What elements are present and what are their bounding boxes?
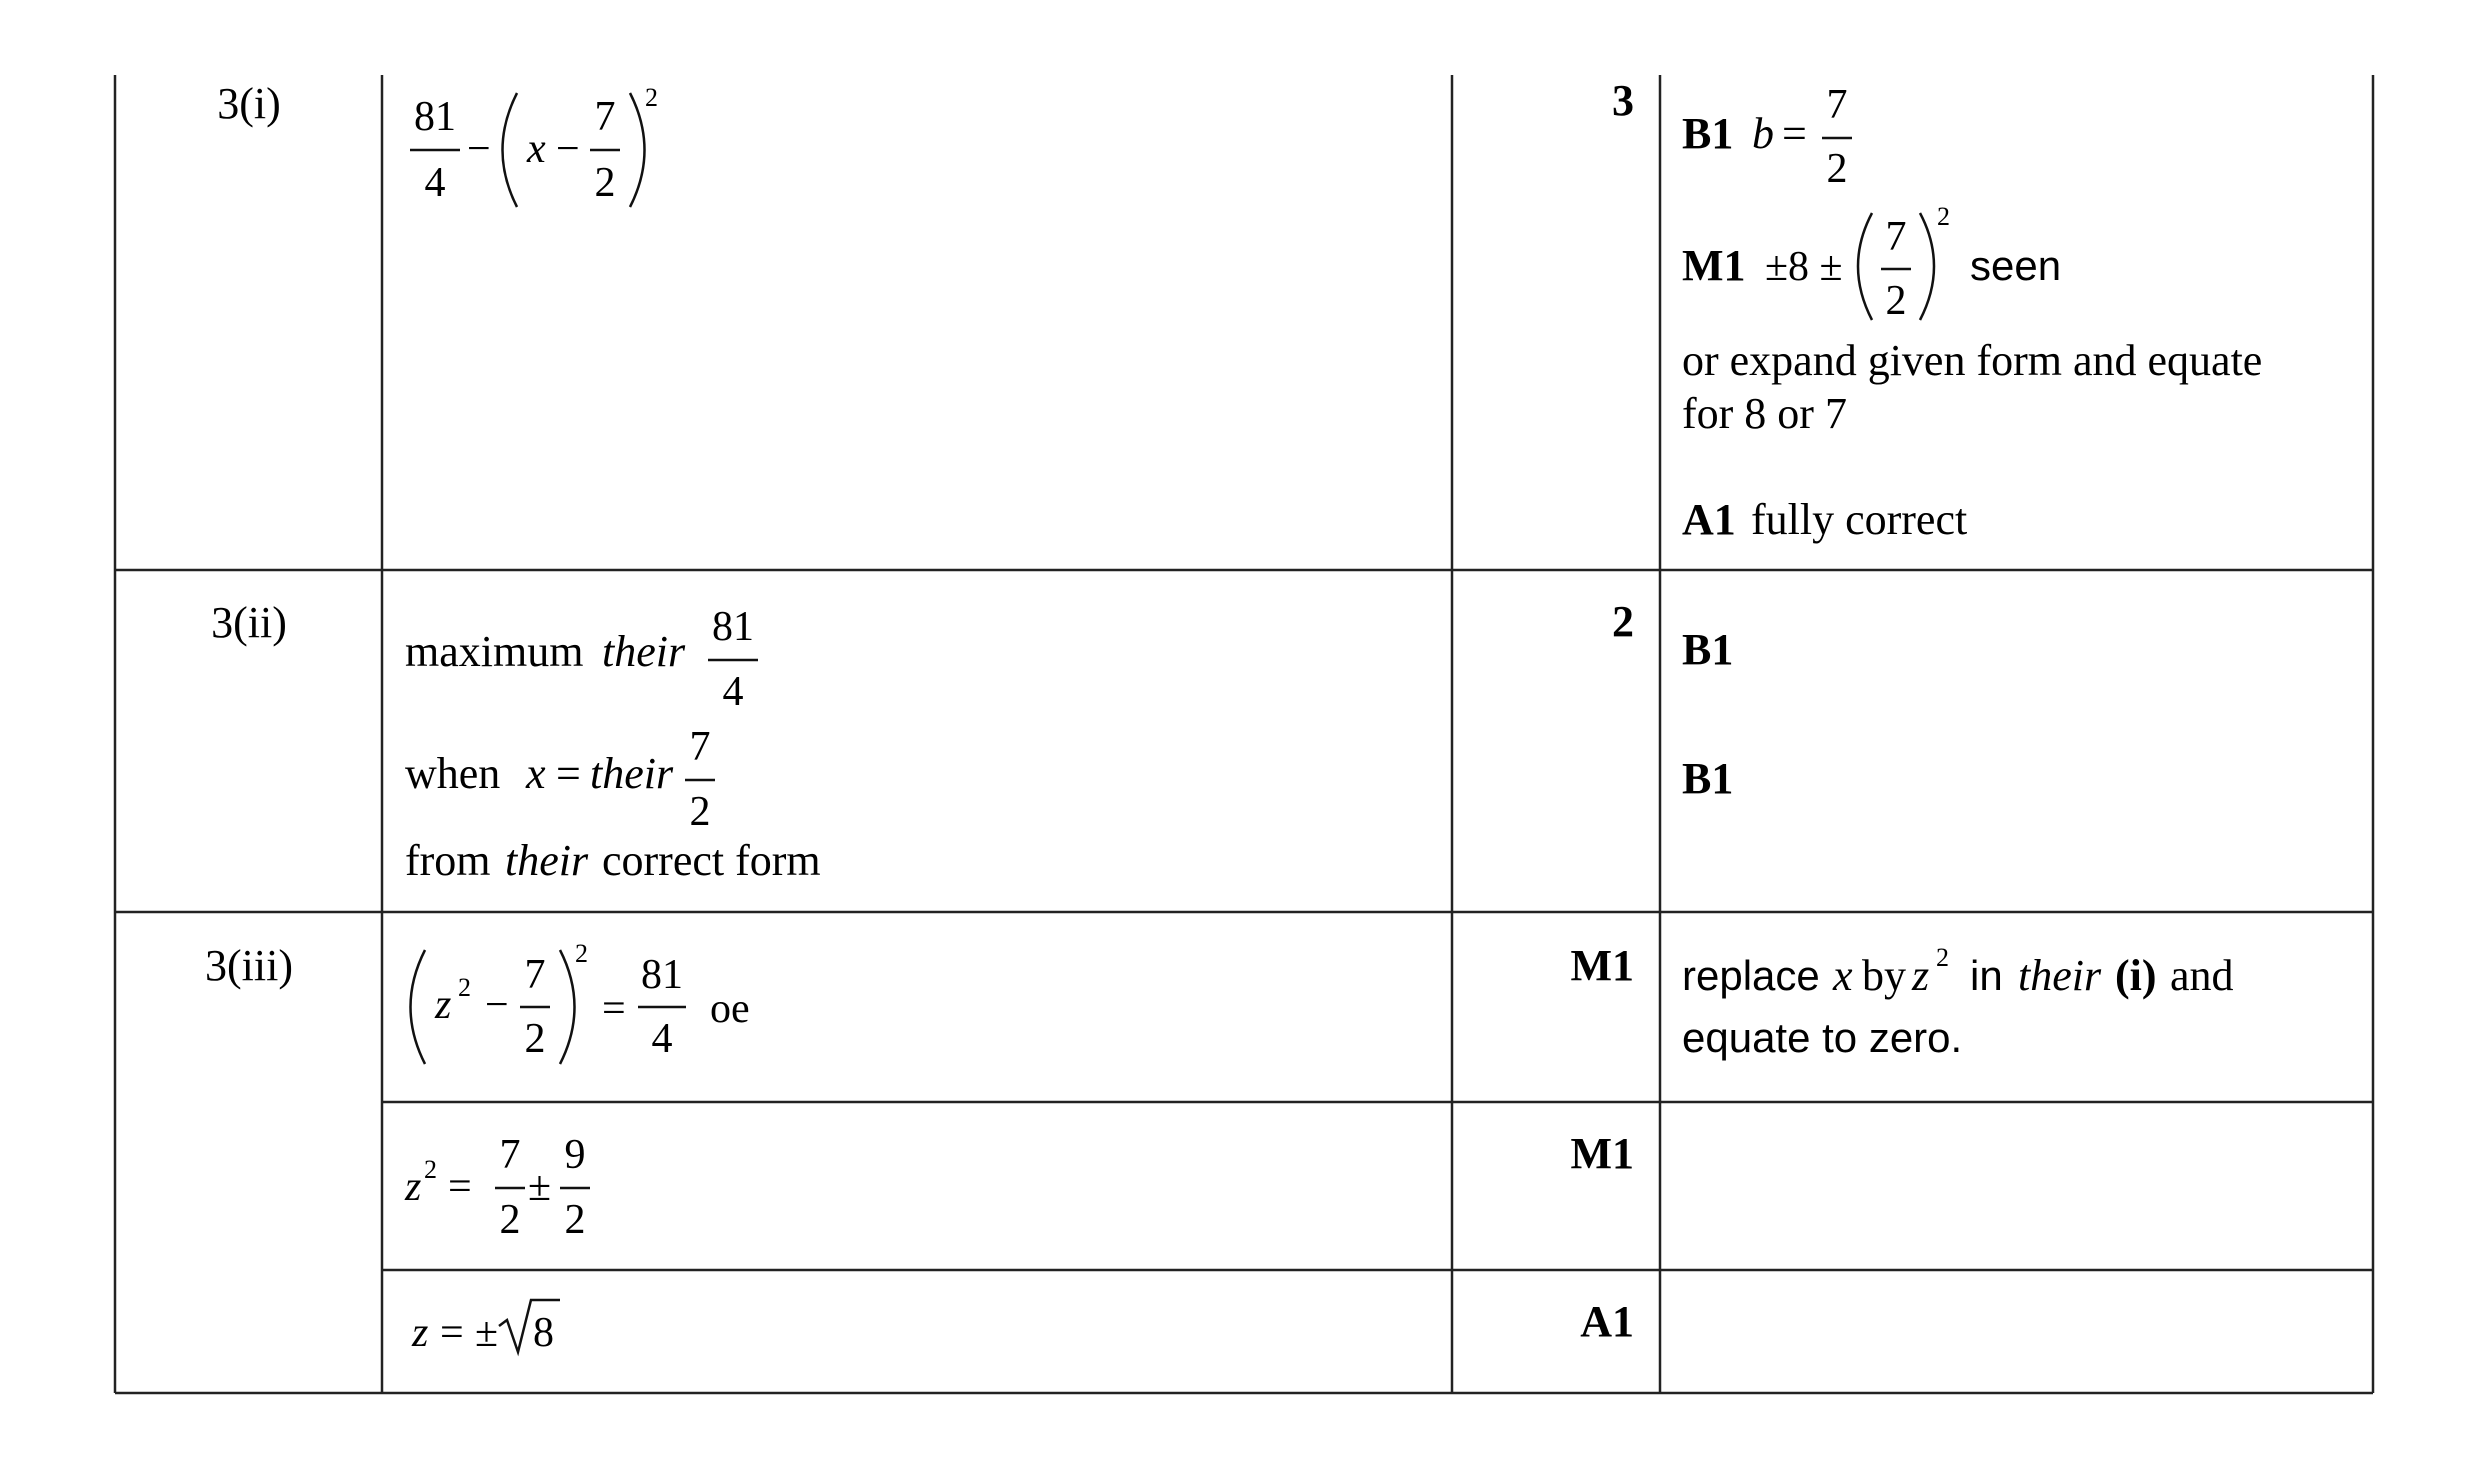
fraction-numerator: 81: [414, 94, 456, 140]
left-parenthesis: [503, 93, 518, 207]
answer-3iii-step-3: [411, 1300, 560, 1356]
answer-text: maximum: [405, 627, 584, 676]
fraction-numerator: 7: [1885, 214, 1907, 260]
mark-code-b1: B1: [1682, 625, 1734, 674]
plus-minus-sign: ±: [528, 1164, 552, 1210]
question-number: 3(ii): [211, 598, 287, 647]
fraction-denominator: 2: [689, 789, 711, 835]
right-parenthesis: [630, 93, 645, 207]
marks-value: M1: [1570, 1129, 1634, 1178]
answer-3i: [410, 83, 658, 207]
guidance-text: fully correct: [1751, 495, 1968, 544]
fraction-denominator: 2: [1826, 146, 1848, 192]
fraction-denominator: 2: [564, 1197, 586, 1243]
guidance-3i: [1682, 82, 2262, 544]
fraction-numerator: 7: [594, 94, 616, 140]
guidance-text: in: [1970, 952, 2003, 999]
exponent: 2: [424, 1155, 437, 1184]
fraction-numerator: 7: [499, 1132, 521, 1178]
variable-x: x: [1833, 951, 1853, 1000]
their-text: their: [602, 627, 686, 676]
answer-text: from: [405, 836, 491, 885]
marks-value: A1: [1580, 1297, 1634, 1346]
answer-text: when: [405, 749, 501, 798]
their-text: their: [590, 749, 674, 798]
answer-text: correct form: [602, 836, 821, 885]
guidance-3iii: [1682, 943, 2234, 1061]
exponent: 2: [575, 939, 588, 968]
minus-sign: −: [485, 982, 509, 1028]
fraction-numerator: 9: [564, 1132, 586, 1178]
fraction-numerator: 7: [1826, 82, 1848, 128]
fraction-denominator: 2: [594, 160, 616, 206]
fraction-denominator: 2: [1885, 278, 1907, 324]
exponent: 2: [645, 83, 658, 112]
left-parenthesis: [411, 950, 426, 1064]
equals-sign: =: [1782, 109, 1807, 158]
fraction-denominator: 2: [499, 1197, 521, 1243]
fraction-denominator: 4: [424, 160, 446, 206]
answer-3iii-step-1: [411, 939, 750, 1064]
equals-sign: =: [602, 986, 626, 1032]
left-parenthesis: [1858, 213, 1872, 320]
fraction-denominator: 4: [651, 1016, 673, 1062]
plus-minus-sign: ±: [475, 1310, 499, 1356]
minus-sign: −: [556, 126, 580, 172]
guidance-text: replace: [1682, 952, 1820, 999]
radicand: 8: [533, 1310, 554, 1356]
fraction-numerator: 7: [524, 952, 546, 998]
their-text: their: [2018, 951, 2102, 1000]
m1-expression: ±8 ±: [1765, 244, 1843, 290]
marks-value: 2: [1612, 597, 1634, 646]
question-number: 3(i): [217, 79, 281, 128]
fraction-numerator: 7: [689, 724, 711, 770]
minus-sign: −: [467, 126, 491, 172]
mark-code-b1: B1: [1682, 109, 1734, 158]
guidance-text-line: equate to zero.: [1682, 1014, 1963, 1061]
equals-sign: =: [556, 749, 581, 798]
variable-x: x: [526, 749, 546, 798]
exponent: 2: [458, 973, 471, 1002]
guidance-text-line: for 8 or 7: [1682, 389, 1847, 438]
guidance-text: and: [2170, 951, 2234, 1000]
fraction-numerator: 81: [712, 604, 754, 650]
variable-b: b: [1752, 109, 1774, 158]
variable-z: z: [405, 1164, 422, 1210]
marks-value: M1: [1570, 941, 1634, 990]
right-parenthesis: [560, 950, 575, 1064]
mark-code-a1: A1: [1682, 495, 1736, 544]
part-reference: (i): [2115, 951, 2157, 1000]
exponent: 2: [1936, 943, 1949, 972]
oe-text: oe: [710, 986, 750, 1032]
answer-3ii: [405, 604, 821, 885]
variable-z: z: [412, 1310, 429, 1356]
answer-3iii-step-2: [404, 1132, 590, 1243]
variable-z: z: [1912, 951, 1930, 1000]
right-parenthesis: [1920, 213, 1934, 320]
mark-code-m1: M1: [1682, 241, 1746, 290]
equals-sign: =: [448, 1164, 472, 1210]
mark-code-b1: B1: [1682, 754, 1734, 803]
variable-x: x: [527, 126, 546, 172]
question-number: 3(iii): [205, 941, 293, 990]
fraction-denominator: 4: [722, 669, 744, 715]
variable-z: z: [435, 982, 452, 1028]
marks-value: 3: [1612, 76, 1634, 125]
guidance-text-line: or expand given form and equate: [1682, 336, 2263, 385]
fraction-denominator: 2: [524, 1016, 546, 1062]
equals-sign: =: [440, 1310, 464, 1356]
their-text: their: [505, 836, 589, 885]
fraction-numerator: 81: [641, 952, 683, 998]
seen-text: seen: [1970, 242, 2062, 289]
exponent: 2: [1937, 202, 1950, 231]
guidance-text: by: [1862, 951, 1906, 1000]
